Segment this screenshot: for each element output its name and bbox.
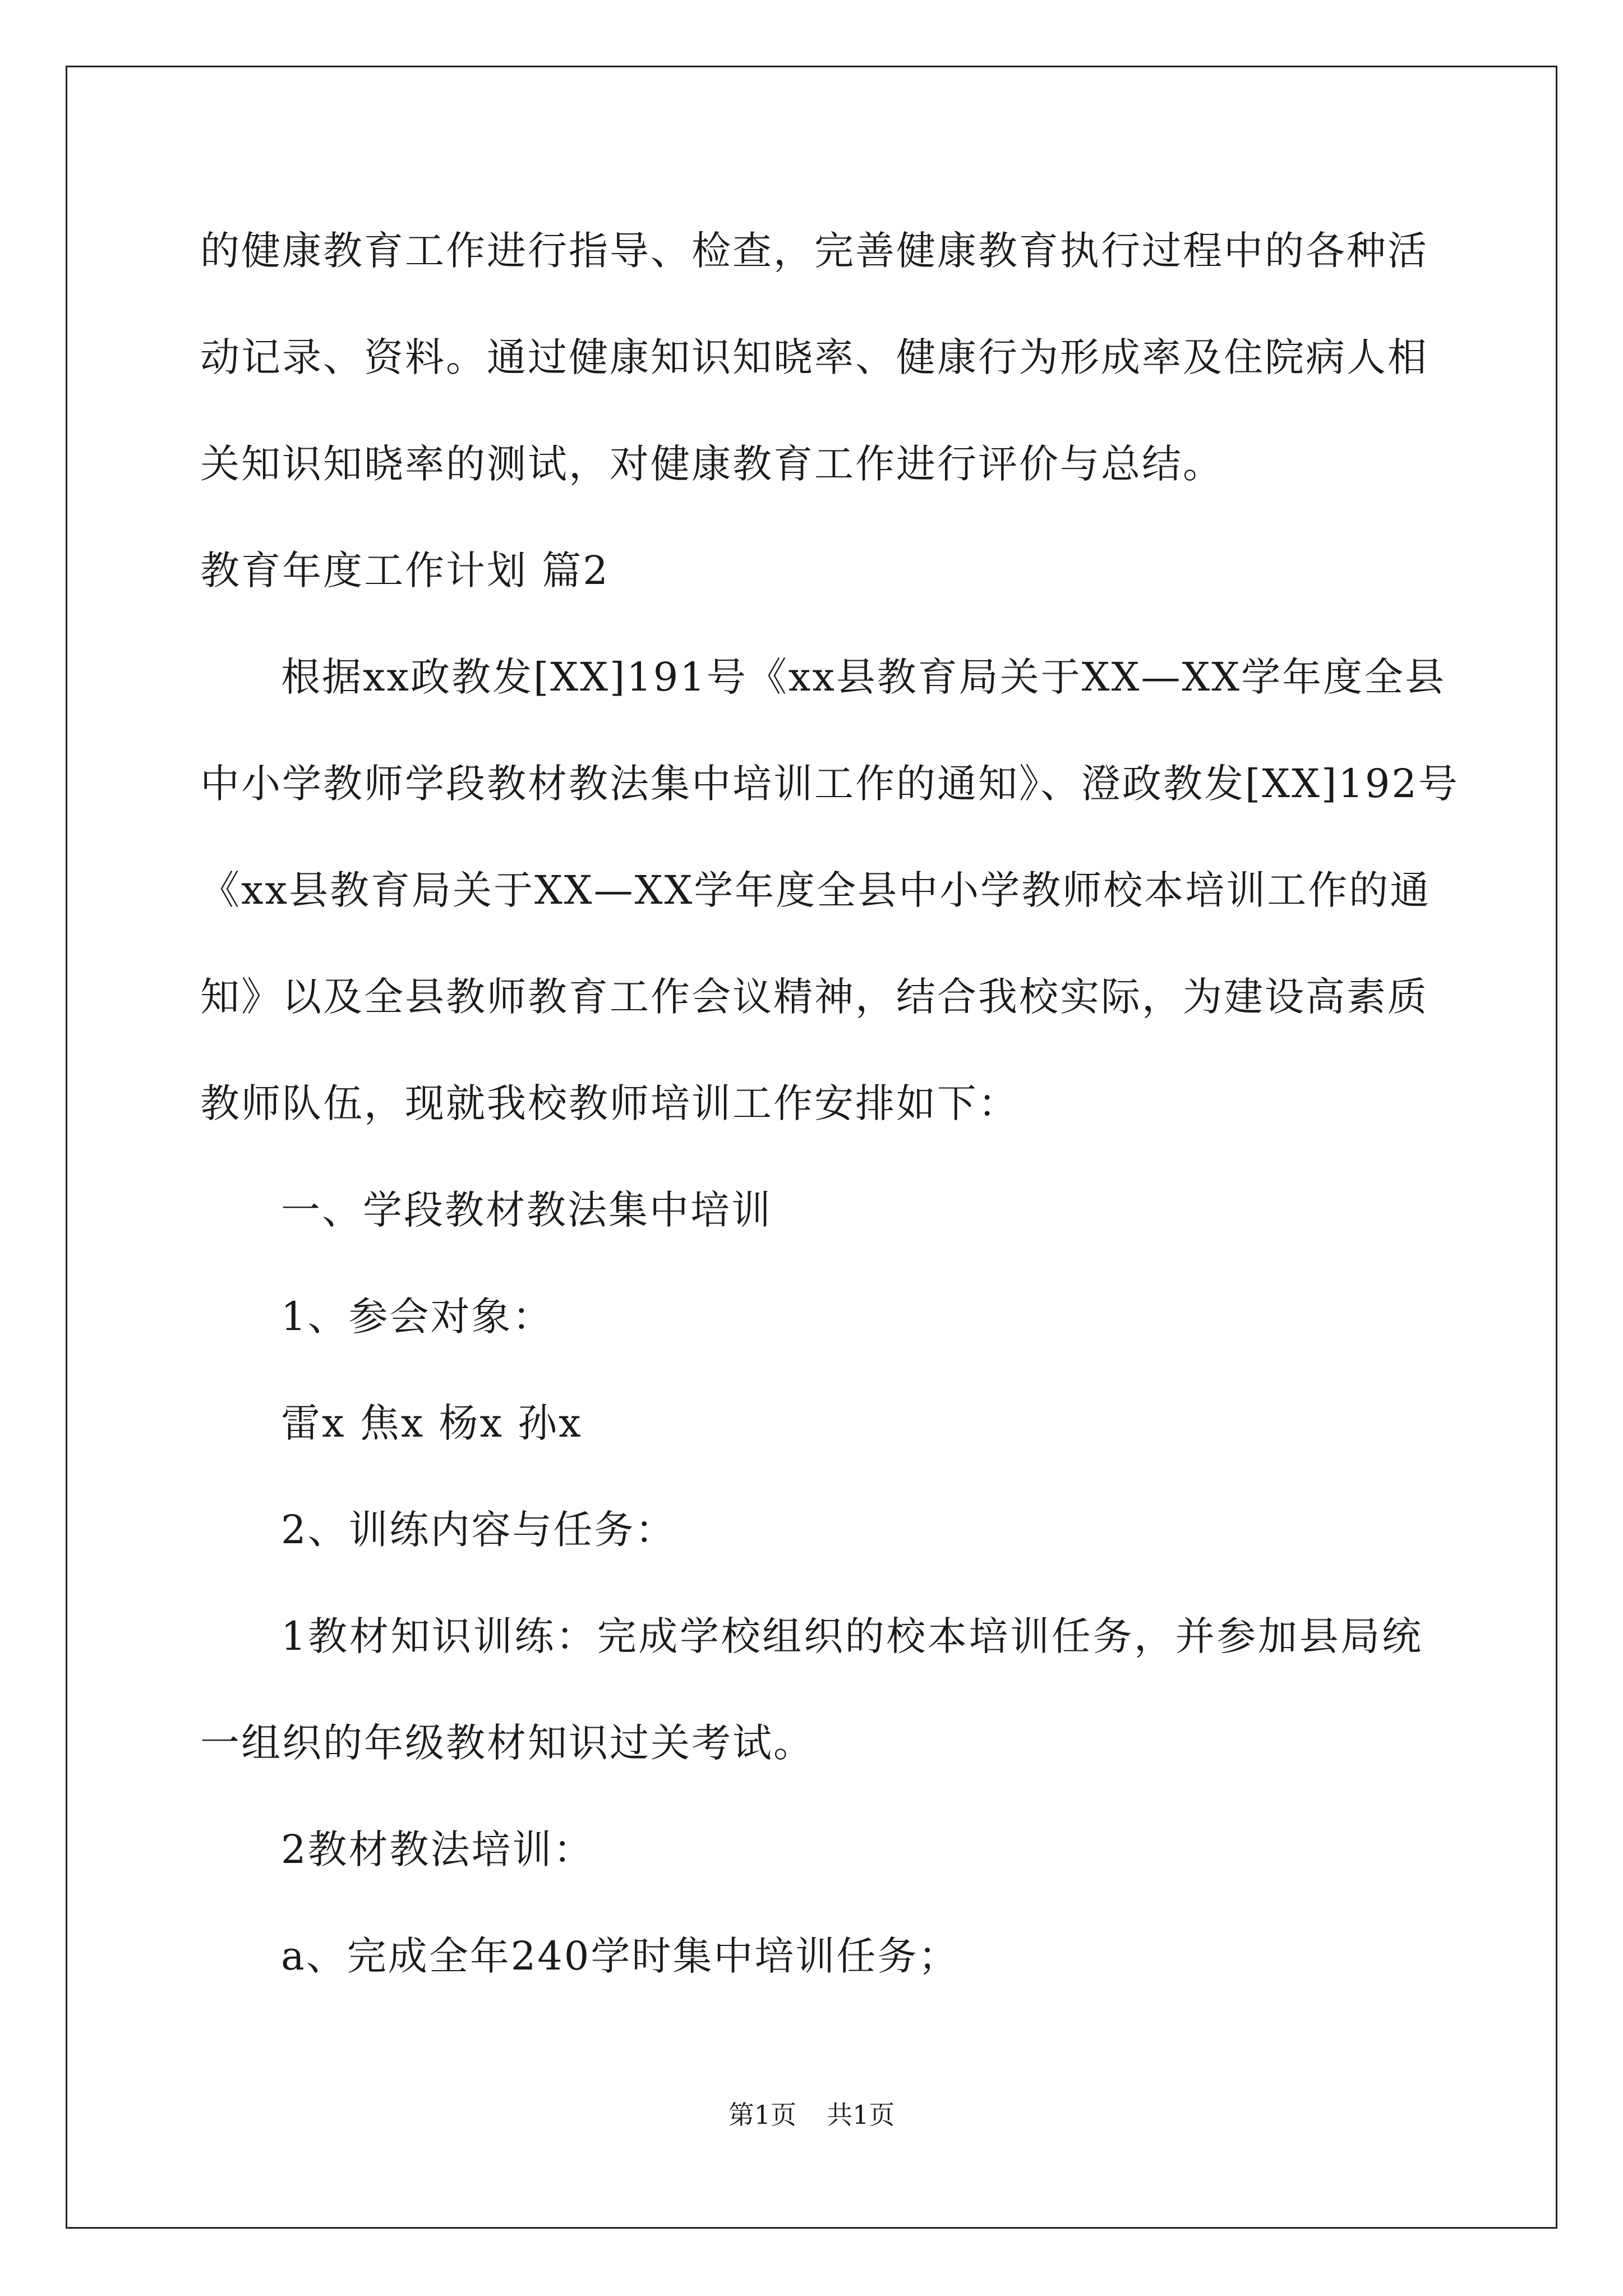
section-heading: 教育年度工作计划 篇2: [200, 547, 610, 593]
paragraph-line: 教师队伍，现就我校教师培训工作安排如下：: [200, 1080, 1019, 1126]
list-item: 2、训练内容与任务：: [281, 1507, 676, 1553]
paragraph-line: 动记录、资料。通过健康知识知晓率、健康行为形成率及住院病人相: [200, 334, 1428, 380]
paragraph-line: 1教材知识训练：完成学校组织的校本培训任务，并参加县局统: [281, 1613, 1423, 1659]
paragraph-line: 根据xx政教发[XX]191号《xx县教育局关于XX—XX学年度全县: [281, 654, 1446, 700]
paragraph-line: 一组织的年级教材知识过关考试。: [200, 1720, 814, 1766]
list-item: a、完成全年240学时集中培训任务；: [281, 1933, 960, 1979]
list-item: 雷x 焦x 杨x 孙x: [281, 1400, 583, 1446]
page-total: 共1页: [827, 2100, 895, 2130]
paragraph-line: 知》以及全县教师教育工作会议精神，结合我校实际，为建设高素质: [200, 974, 1428, 1020]
list-item: 2教材教法培训：: [281, 1826, 594, 1872]
page-number: 第1页: [728, 2100, 796, 2130]
page-footer: [0, 2098, 1623, 2132]
paragraph-line: 关知识知晓率的测试，对健康教育工作进行评价与总结。: [200, 441, 1224, 487]
paragraph-line: 的健康教育工作进行指导、检查，完善健康教育执行过程中的各种活: [200, 228, 1428, 274]
paragraph-line: 《xx县教育局关于XX—XX学年度全县中小学教师校本培训工作的通: [200, 867, 1431, 913]
list-item: 1、参会对象：: [281, 1294, 554, 1340]
subsection-heading: 一、学段教材教法集中培训: [281, 1187, 772, 1233]
document-body: [200, 197, 1459, 2009]
paragraph-line: 中小学教师学段教材教法集中培训工作的通知》、澄政教发[XX]192号: [200, 761, 1459, 807]
